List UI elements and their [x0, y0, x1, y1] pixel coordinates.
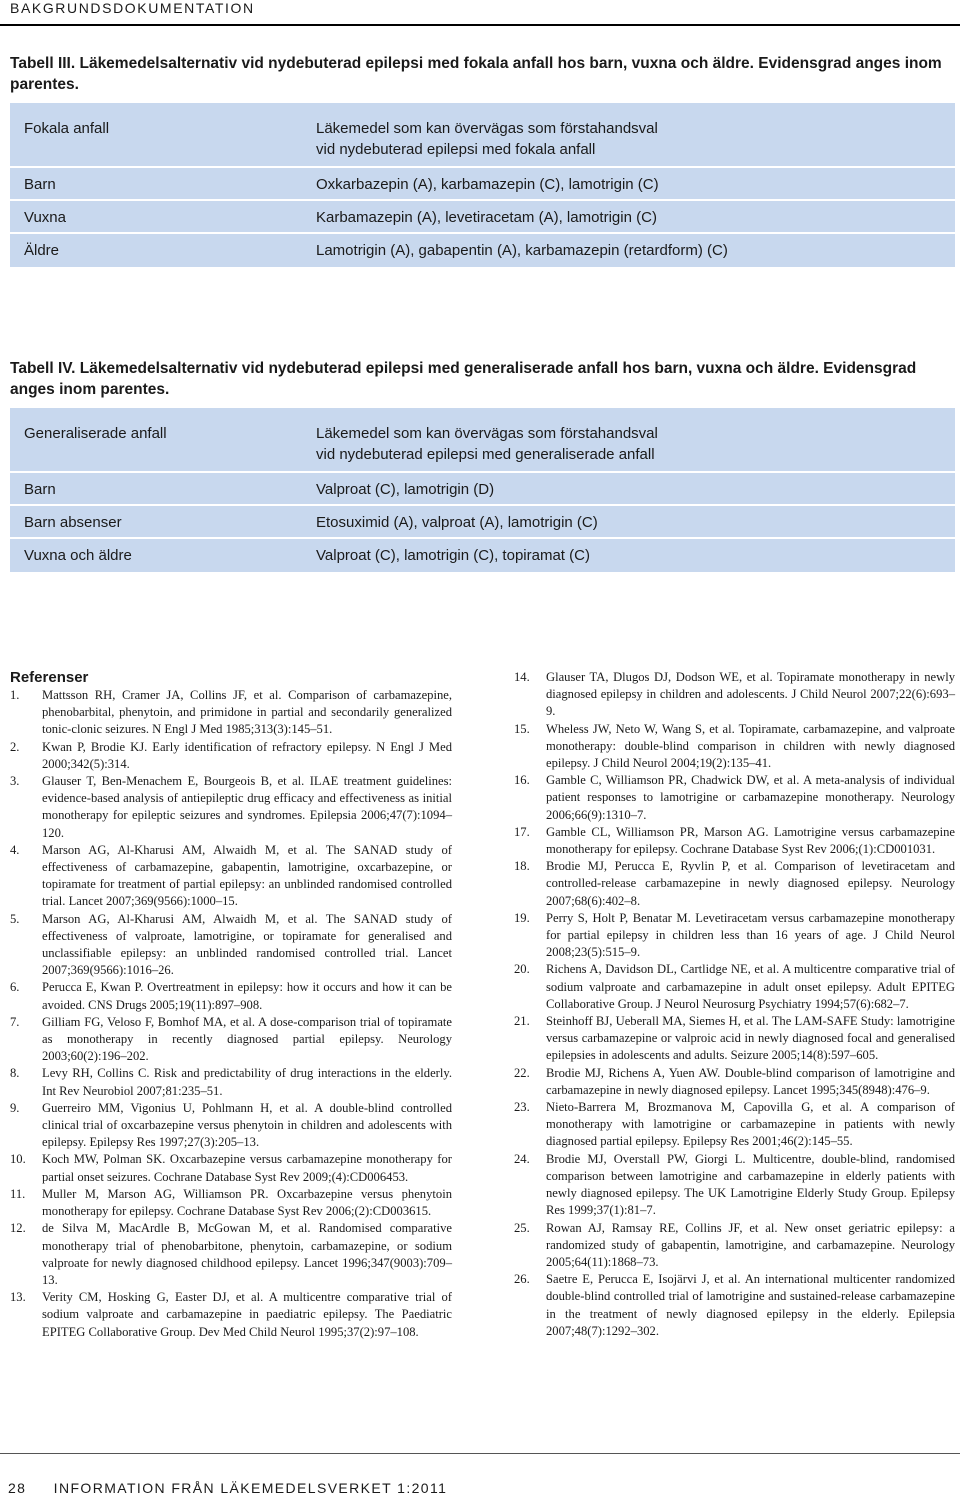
reference-text: Brodie MJ, Richens A, Yuen AW. Double-blind comparison of lamotrigine and carbamazepine in newly diagnosed epilepsy. Lancet 1995;345(8948):476–9. — [546, 1065, 955, 1097]
reference-item — [514, 1099, 955, 1151]
reference-item — [514, 824, 955, 858]
reference-text: Steinhoff BJ, Ueberall MA, Siemes H, et al. The LAM-SAFE Study: lamotrigine versus carbamazepine or valproic acid in newly diagnosed focal and generalised epilepsies in adolescents and adults. Seizure 2005;14(8):597–605. — [546, 1014, 955, 1063]
reference-number: 2. — [10, 739, 20, 754]
row-drugs: Oxkarbazepin (A), karbamazepin (C), lamotrigin (C) — [316, 176, 659, 193]
reference-number: 18. — [514, 859, 530, 874]
footer — [8, 1480, 447, 1496]
reference-text: Rowan AJ, Ramsay RE, Collins JF, et al. New onset geriatric epilepsy: a randomized study of gabapentin, lamotrigine, and carbamazepine. Neurology 2005;64(11):1868–73. — [546, 1220, 955, 1269]
reference-item — [10, 911, 452, 980]
reference-text: Glauser T, Ben-Menachem E, Bourgeois B, et al. ILAE treatment guidelines: evidence-based analysis of antiepileptic drug efficacy and effectiveness as initial monotherapy for epileptic seizures and syndromes. Epilepsia 2006;47(7):1094–120. — [42, 774, 452, 840]
page-number: 28 — [8, 1480, 27, 1496]
reference-text: Brodie MJ, Perucca E, Ryvlin P, et al. Comparison of levetiracetam and controlled-release carbamazepine in newly diagnosed epilepsy. Neurology 2007;68(6):402–8. — [546, 859, 955, 908]
reference-number: 17. — [514, 824, 530, 839]
reference-text: Perry S, Holt P, Benatar M. Levetiracetam versus carbamazepine monotherapy for partial epilepsy in children less than 16 years of age. J Child Neurol 2008;23(5):515–9. — [546, 910, 955, 960]
reference-text: Richens A, Davidson DL, Cartlidge NE, et al. A multicentre comparative trial of sodium valproate and carbamazepine in adult onset epilepsy. Adult EPITEG Collaborative Group. J Neurol Neurosurg Psychiatry 1994;57(6):682–7. — [546, 962, 955, 1011]
reference-item — [10, 1014, 452, 1066]
reference-text: Marson AG, Al-Kharusi AM, Alwaidh M, et al. The SANAD study of effectiveness of carbamazepine, gabapentin, lamotrigine, oxcarbazepine, or topiramate for treatment of partial epilepsy: an unblinded randomised controlled trial. Lancet 2007;369(9566):1000–15. — [42, 842, 452, 909]
reference-text: de Silva M, MacArdle B, McGowan M, et al. Randomised comparative monotherapy trial of phenobarbitone, phenytoin, carbamazepine, or sodium valproate for newly diagnosed childhood epilepsy. Lancet 1996;347(9003):709–13. — [42, 1221, 452, 1287]
reference-item — [514, 1065, 955, 1099]
reference-text: Wheless JW, Neto W, Wang S, et al. Topiramate, carbamazepine, and valproate monotherapy: double-blind comparison in children with newly diagnosed epilepsy. J Child Neurol 2004;19(2):135–41. — [546, 721, 955, 771]
reference-number: 10. — [10, 1152, 26, 1167]
reference-number: 15. — [514, 721, 530, 736]
reference-item — [10, 1186, 452, 1220]
reference-item — [514, 1013, 955, 1065]
reference-number: 25. — [514, 1220, 530, 1235]
reference-text: Levy RH, Collins C. Risk and predictability of drug interactions in the elderly. Int Rev Neurobiol 2007;81:235–51. — [42, 1066, 452, 1098]
row-drugs: Valproat (C), lamotrigin (D) — [316, 481, 495, 498]
reference-item — [514, 1151, 955, 1220]
reference-number: 14. — [514, 670, 530, 684]
reference-text: Glauser TA, Dlugos DJ, Dodson WE, et al. Topiramate monotherapy in newly diagnosed epilepsy in children and adolescents. J Child Neurol 2007;22(6):693–9. — [546, 670, 955, 719]
references-right-column — [514, 669, 955, 1340]
section-label: BAKGRUNDSDOKUMENTATION — [10, 0, 255, 16]
reference-item — [514, 772, 955, 824]
reference-list-right — [514, 669, 955, 1340]
reference-list-left — [10, 687, 452, 1341]
table4-col2-header: Läkemedel som kan övervägas som förstahandsval vid nydebuterad epilepsi med generaliserade anfall — [316, 425, 658, 463]
row-drugs: Lamotrigin (A), gabapentin (A), karbamazepin (retardform) (C) — [316, 242, 728, 259]
reference-number: 4. — [10, 842, 20, 857]
reference-text: Verity CM, Hosking G, Easter DJ, et al. A multicentre comparative trial of sodium valproate and carbamazepine in paediatric epilepsy. The Paediatric EPITEG Collaborative Group. Dev Med Child Neurol 1995;37(2):97–108. — [42, 1290, 452, 1339]
table-row — [10, 199, 955, 234]
reference-item — [10, 1289, 452, 1341]
reference-item — [514, 721, 955, 773]
row-drugs: Etosuximid (A), valproat (A), lamotrigin (C) — [316, 514, 598, 531]
table3-col1-header: Fokala anfall — [24, 120, 110, 137]
reference-number: 8. — [10, 1066, 20, 1081]
table-row — [10, 537, 955, 572]
reference-number: 11. — [10, 1186, 26, 1201]
reference-number: 24. — [514, 1151, 530, 1166]
reference-number: 7. — [10, 1014, 20, 1029]
reference-item — [10, 1220, 452, 1289]
row-group: Barn — [24, 481, 56, 498]
publication-name: INFORMATION FRÅN LÄKEMEDELSVERKET 1:2011 — [53, 1480, 448, 1496]
reference-text: Muller M, Marson AG, Williamson PR. Oxcarbazepine versus phenytoin monotherapy for epilepsy. Cochrane Database Syst Rev 2006;(2):CD003615. — [42, 1186, 452, 1219]
reference-item — [10, 739, 452, 773]
reference-item — [10, 773, 452, 842]
row-group: Äldre — [24, 242, 60, 259]
row-group: Barn absenser — [24, 514, 122, 531]
reference-item — [10, 1100, 452, 1152]
row-group: Vuxna — [24, 209, 66, 226]
table4-caption: Tabell IV. Läkemedelsalternativ vid nydebuterad epilepsi med generaliserade anfall hos barn, vuxna och äldre. Evidensgrad anges inom parentes. — [10, 360, 917, 398]
reference-number: 1. — [10, 688, 20, 702]
reference-text: Gamble C, Williamson PR, Chadwick DW, et al. A meta-analysis of individual patient responses to lamotrigine or carbamazepine monotherapy. Neurology 2006;66(9):1310–7. — [546, 773, 955, 822]
reference-number: 9. — [10, 1100, 20, 1115]
reference-text: Brodie MJ, Overstall PW, Giorgi L. Multicentre, double-blind, randomised comparison between lamotrigine and carbamazepine in elderly patients with newly diagnosed epilepsy. The UK Lamotrigine Elderly Study Group. Epilepsy Res 1999;37(1):81–7. — [546, 1151, 955, 1218]
row-group: Vuxna och äldre — [24, 547, 132, 564]
reference-number: 12. — [10, 1221, 26, 1236]
table-row — [10, 166, 955, 201]
reference-number: 6. — [10, 980, 20, 995]
reference-text: Kwan P, Brodie KJ. Early identification of refractory epilepsy. N Engl J Med 2000;342(5):314. — [42, 739, 452, 771]
reference-item — [10, 842, 452, 911]
reference-number: 26. — [514, 1272, 530, 1287]
reference-text: Koch MW, Polman SK. Oxcarbazepine versus carbamazepine monotherapy for partial onset seizures. Cochrane Database Syst Rev 2009;(4):CD006453. — [42, 1152, 452, 1184]
row-drugs: Valproat (C), lamotrigin (C), topiramat (C) — [316, 547, 590, 564]
reference-item — [514, 669, 955, 721]
reference-item — [514, 858, 955, 910]
row-drugs: Karbamazepin (A), levetiracetam (A), lamotrigin (C) — [316, 209, 657, 226]
table-row — [10, 504, 955, 539]
reference-item — [10, 1065, 452, 1099]
reference-number: 19. — [514, 910, 530, 925]
header-rule — [0, 24, 960, 26]
table3-caption: Tabell III. Läkemedelsalternativ vid nydebuterad epilepsi med fokala anfall hos barn, vuxna och äldre. Evidensgrad anges inom parentes. — [10, 55, 942, 93]
reference-item — [10, 1151, 452, 1185]
table3-col2-header: Läkemedel som kan övervägas som förstahandsval vid nydebuterad epilepsi med fokala anfall — [316, 120, 658, 158]
table-row — [10, 232, 955, 267]
reference-item — [514, 961, 955, 1013]
reference-text: Guerreiro MM, Vigonius U, Pohlmann H, et al. A double-blind controlled clinical trial of oxcarbazepine versus phenytoin in children and adolescents with epilepsy. Epilepsy Res 1997;27(3):205–13. — [42, 1100, 452, 1150]
reference-item — [10, 687, 452, 739]
reference-text: Gilliam FG, Veloso F, Bomhof MA, et al. A dose-comparison trial of topiramate as monotherapy in recently diagnosed partial epilepsy. Neurology 2003;60(2):196–202. — [42, 1014, 452, 1064]
table4-col1-header: Generaliserade anfall — [24, 425, 167, 442]
reference-text: Perucca E, Kwan P. Overtreatment in epilepsy: how it occurs and how it can be avoided. CNS Drugs 2005;19(11):897–908. — [42, 980, 452, 1012]
reference-item — [10, 979, 452, 1013]
reference-text: Nieto-Barrera M, Brozmanova M, Capovilla G, et al. A comparison of monotherapy with lamotrigine or carbamazepine in patients with newly diagnosed partial epilepsy. Epilepsy Res 2001;46(2):145–55. — [546, 1100, 955, 1149]
reference-text: Mattsson RH, Cramer JA, Collins JF, et al. Comparison of carbamazepine, phenobarbital, phenytoin, and primidone in partial and secondarily generalized tonic-clonic seizures. N Engl J Med 1985;313(3):145–51. — [42, 688, 452, 737]
reference-text: Marson AG, Al-Kharusi AM, Alwaidh M, et al. The SANAD study of effectiveness of valproate, lamotrigine, or topiramate for generalised and unclassifiable epilepsy: an unblinded randomised controlled trial. Lancet 2007;369(9566):1016–26. — [42, 911, 452, 978]
references-title: Referenser — [10, 669, 89, 686]
reference-number: 20. — [514, 962, 530, 977]
row-group: Barn — [24, 176, 56, 193]
footer-rule — [0, 1453, 960, 1454]
reference-item — [514, 1220, 955, 1272]
reference-number: 22. — [514, 1065, 530, 1080]
reference-number: 23. — [514, 1100, 530, 1115]
reference-item — [514, 1271, 955, 1340]
reference-number: 5. — [10, 911, 20, 926]
table4 — [10, 408, 955, 572]
reference-number: 16. — [514, 773, 530, 788]
reference-number: 3. — [10, 774, 20, 789]
table3 — [10, 103, 955, 267]
reference-number: 21. — [514, 1014, 530, 1029]
reference-text: Saetre E, Perucca E, Isojärvi J, et al. An international multicenter randomized double-blind controlled trial of lamotrigine and sustained-release carbamazepine in the treatment of newly diagnosed epilepsy in the elderly. Epilepsia 2007;48(7):1292–302. — [546, 1272, 955, 1338]
reference-item — [514, 910, 955, 962]
table-row — [10, 471, 955, 506]
reference-number: 13. — [10, 1290, 26, 1305]
references-left-column — [10, 669, 452, 1341]
reference-text: Gamble CL, Williamson PR, Marson AG. Lamotrigine versus carbamazepine monotherapy for epilepsy. Cochrane Database Syst Rev 2006;(1):CD001031. — [546, 824, 955, 857]
